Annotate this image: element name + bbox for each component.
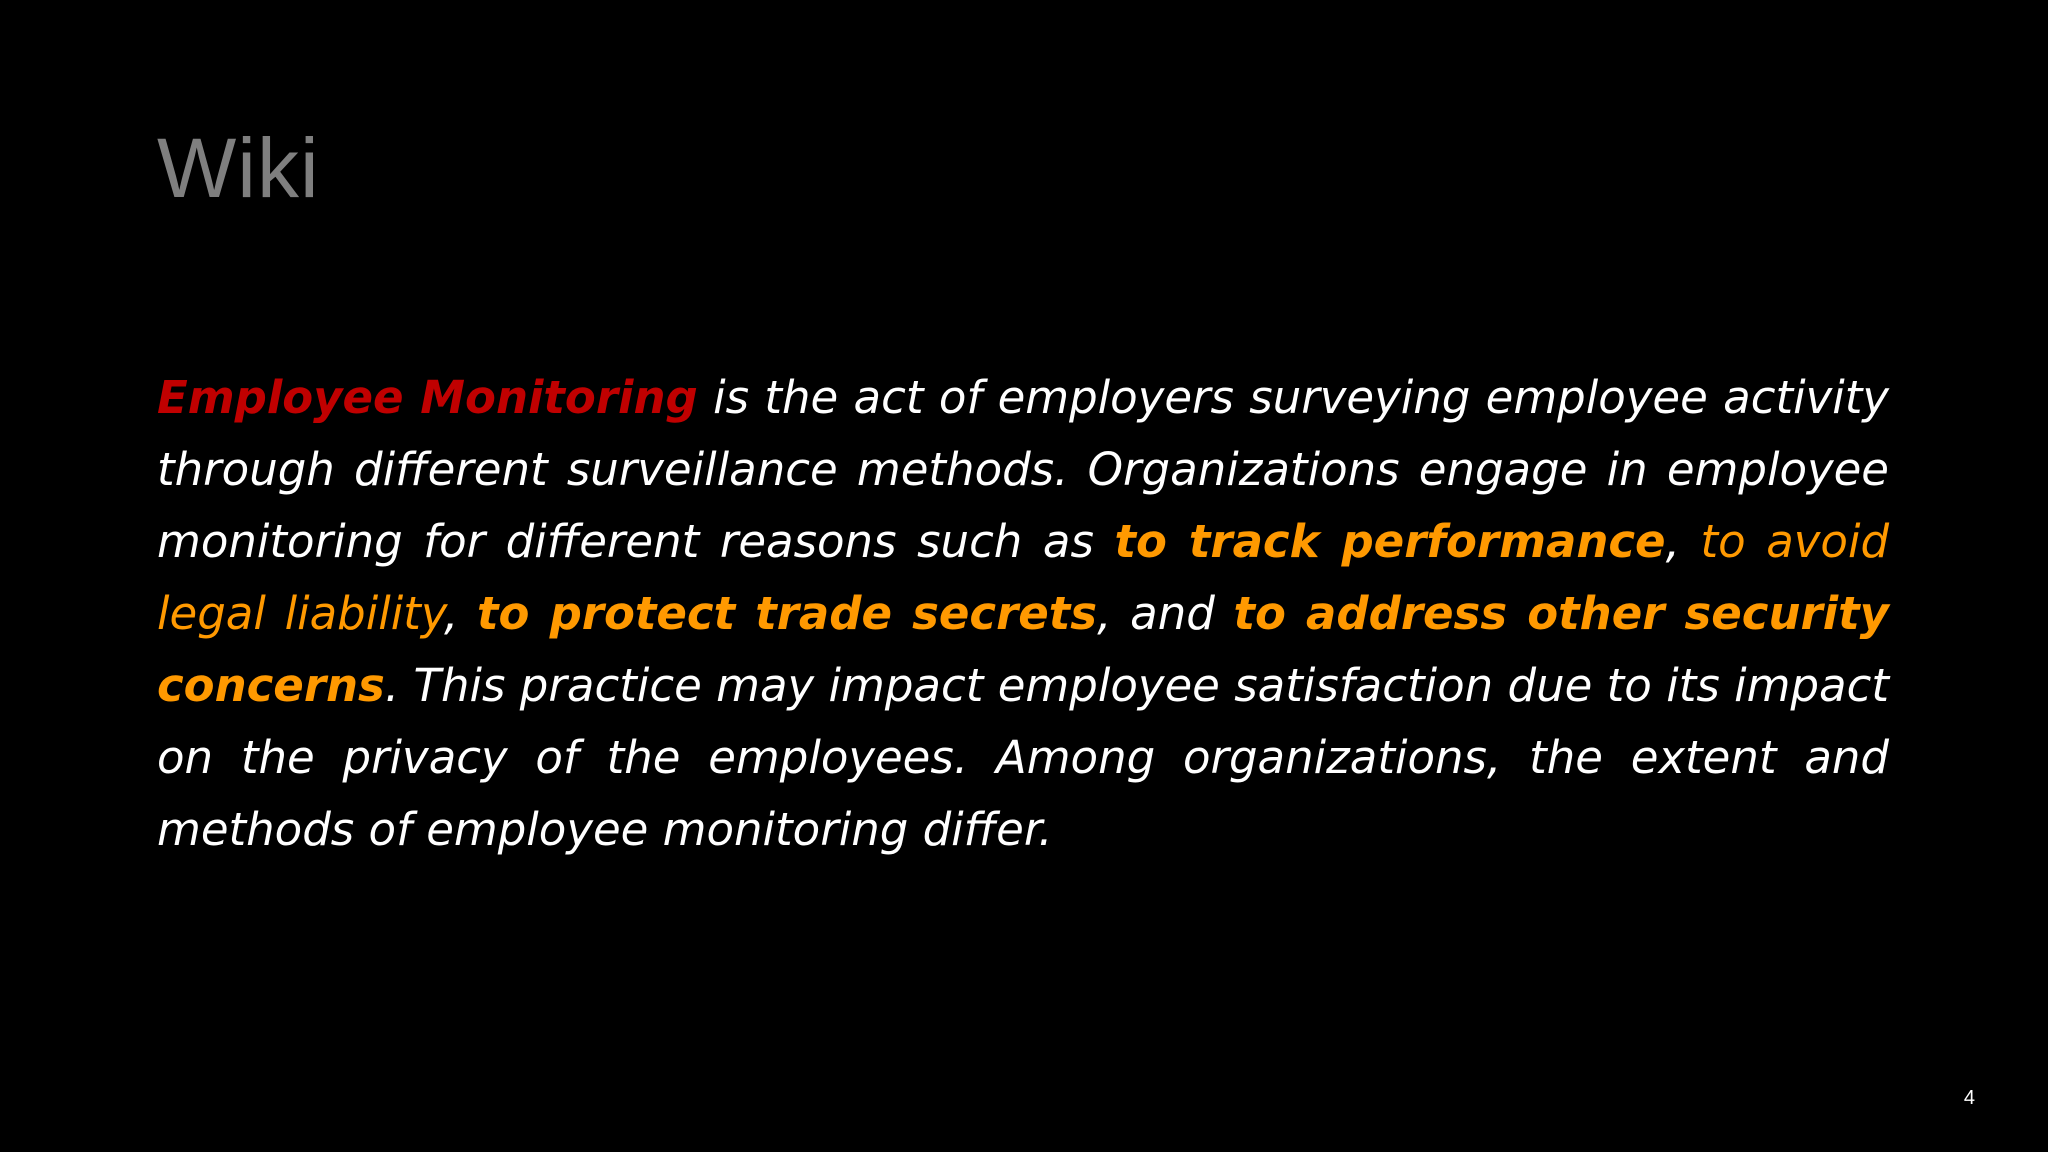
separator-1: , — [1665, 515, 1701, 568]
body-text-part1: is the act of employers surveying employee activity through different surveillance methods. Organizations engage in employee monitoring for different reasons such as — [157, 371, 1889, 568]
term-employee-monitoring: Employee Monitoring — [157, 371, 698, 424]
reason-avoid-legal-liability: to avoid legal liability — [157, 515, 1890, 640]
separator-2: , — [444, 587, 478, 640]
slide-title: Wiki — [157, 121, 320, 215]
reason-protect-trade-secrets: to protect trade secrets — [477, 587, 1098, 640]
reason-address-security-concerns: to address other security concerns — [157, 587, 1889, 712]
body-text-part2: . This practice may impact employee satisfaction due to its impact on the privacy of the employees. Among organizations, the extent and methods of employee monitoring differ. — [157, 659, 1889, 856]
body-paragraph — [157, 362, 1889, 866]
separator-3: , and — [1097, 587, 1234, 640]
page-number: 4 — [1963, 1087, 1975, 1109]
reason-track-performance: to track performance — [1114, 515, 1666, 568]
